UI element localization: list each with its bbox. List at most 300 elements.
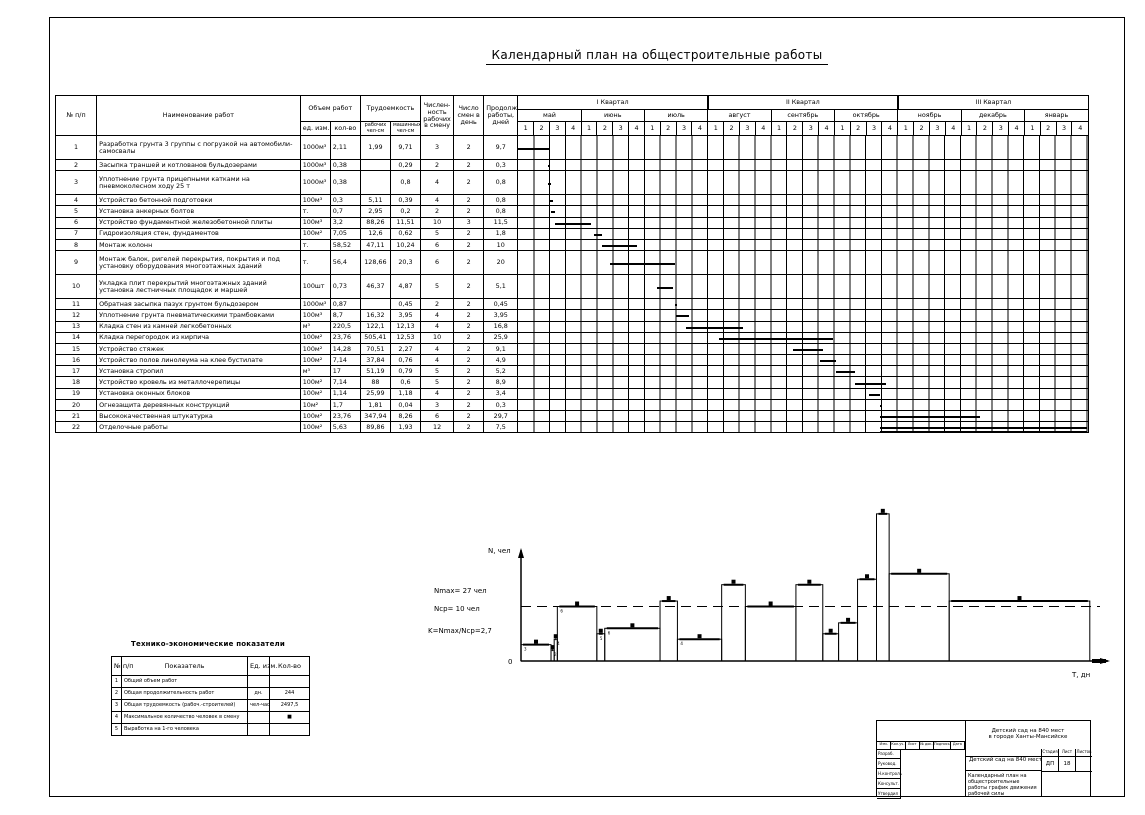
month-header: май: [518, 110, 581, 122]
gantt-bar: [880, 416, 980, 418]
row-shifts: 2: [454, 422, 484, 433]
row-num: 6: [56, 217, 97, 228]
row-unit: 100м²: [300, 343, 330, 354]
week-number: 1: [771, 122, 787, 136]
row-duration: 9,7: [484, 136, 518, 160]
row-crew: 5: [421, 366, 454, 377]
row-unit: 100м²: [300, 388, 330, 399]
tep-cell-n: 4: [112, 712, 122, 724]
title-block-role: Утвердил: [877, 789, 901, 799]
row-qty: 1,7: [330, 399, 360, 410]
title-block-col: Изм.: [877, 741, 891, 749]
tep-cell-unit: дн.: [248, 688, 270, 700]
row-num: 21: [56, 411, 97, 422]
row-crew: 6: [421, 251, 454, 275]
row-workers: 37,84: [360, 355, 390, 366]
week-number: 2: [660, 122, 676, 136]
table-row: [56, 171, 1089, 195]
row-workers: [360, 171, 390, 195]
row-crew: 4: [421, 321, 454, 332]
x-axis-label: T, дн: [1072, 671, 1091, 679]
row-duration: 20: [484, 251, 518, 275]
gantt-cell: [518, 251, 1089, 275]
row-machines: 0,04: [390, 399, 420, 410]
week-number: 3: [613, 122, 629, 136]
table-row: [56, 332, 1089, 343]
table-row: [56, 310, 1089, 321]
gantt-cell: [518, 160, 1089, 171]
week-number: 3: [1056, 122, 1072, 136]
week-number: 4: [819, 122, 835, 136]
title-block-role: Н.контроль: [877, 769, 901, 779]
sheet-value: 18: [1059, 757, 1076, 771]
gantt-bar: [551, 211, 554, 213]
row-name: Монтаж балок, ригелей перекрытия, покрытия и под установку оборудования многоэтажных зданий: [97, 251, 301, 275]
step-label: 6: [560, 608, 563, 614]
week-number: 2: [850, 122, 866, 136]
table-row: [56, 275, 1089, 299]
row-machines: 11,51: [390, 217, 420, 228]
annotation-navg: Nср= 10 чел: [434, 605, 480, 613]
title-block-object: Детский сад на 840 мест: [965, 749, 1042, 771]
row-num: 20: [56, 399, 97, 410]
week-number: 1: [834, 122, 850, 136]
row-name: Укладка плит перекрытий многоэтажных зданий установка лестничных площадок и маршей: [97, 275, 301, 299]
row-duration: 4,9: [484, 355, 518, 366]
row-num: 9: [56, 251, 97, 275]
y-axis-label: N, чел: [488, 547, 511, 555]
annotation-nmax: Nmax= 27 чел: [434, 587, 487, 595]
row-workers: 47,11: [360, 239, 390, 250]
gantt-bar: [855, 383, 887, 385]
title-block-sheet-title: Календарный план на общестроительные работы график движения рабочей силы: [965, 771, 1042, 797]
row-unit: 100шт: [300, 275, 330, 299]
week-number: 3: [549, 122, 565, 136]
header-labor: Трудоемкость: [360, 96, 420, 122]
row-shifts: 2: [454, 332, 484, 343]
row-num: 5: [56, 206, 97, 217]
tep-cell-name: Максимальное количество человек в смену: [122, 712, 248, 724]
gantt-bar: [548, 165, 550, 167]
row-workers: 122,1: [360, 321, 390, 332]
row-name: Кладка перегородок из кирпича: [97, 332, 301, 343]
row-machines: 1,93: [390, 422, 420, 433]
gantt-cell: [518, 332, 1089, 343]
gantt-bar: [686, 327, 743, 329]
gantt-cell: [518, 206, 1089, 217]
row-workers: [360, 299, 390, 310]
week-number: 4: [945, 122, 961, 136]
gantt-cell: [518, 411, 1089, 422]
tep-row: [112, 712, 310, 724]
table-row: [56, 217, 1089, 228]
row-workers: 347,94: [360, 411, 390, 422]
row-machines: 0,8: [390, 171, 420, 195]
title-block-role: Руковод.: [877, 759, 901, 769]
origin-label: 0: [508, 658, 513, 666]
gantt-cell: [518, 366, 1089, 377]
tep-cell-qty: ■: [270, 712, 310, 724]
row-unit: м³: [300, 321, 330, 332]
table-row: [56, 411, 1089, 422]
row-num: 14: [56, 332, 97, 343]
row-workers: 1,81: [360, 399, 390, 410]
gantt-bar: [793, 349, 823, 351]
row-qty: 0,38: [330, 160, 360, 171]
week-number: 3: [740, 122, 756, 136]
row-name: Монтаж колонн: [97, 239, 301, 250]
row-workers: 12,6: [360, 228, 390, 239]
row-name: Устройство полов линолеума на клее бустилате: [97, 355, 301, 366]
header-duration: Продолж. работы, дней: [484, 96, 518, 136]
tep-header-unit: Ед. изм.: [248, 657, 270, 676]
row-shifts: 2: [454, 275, 484, 299]
row-num: 1: [56, 136, 97, 160]
row-workers: 46,37: [360, 275, 390, 299]
row-shifts: 2: [454, 239, 484, 250]
row-num: 4: [56, 195, 97, 206]
row-workers: 25,99: [360, 388, 390, 399]
row-workers: 89,86: [360, 422, 390, 433]
row-workers: 16,32: [360, 310, 390, 321]
row-shifts: 2: [454, 136, 484, 160]
month-header: июль: [644, 110, 707, 122]
gantt-cell: [518, 228, 1089, 239]
row-shifts: 2: [454, 160, 484, 171]
gantt-bar: [657, 287, 673, 289]
week-number: 2: [1040, 122, 1056, 136]
table-row: [56, 377, 1089, 388]
header-qty: кол-во: [330, 122, 360, 136]
row-duration: 5,1: [484, 275, 518, 299]
tep-cell-n: 3: [112, 700, 122, 712]
gantt-cell: [518, 310, 1089, 321]
row-unit: 100м²: [300, 332, 330, 343]
row-num: 12: [56, 310, 97, 321]
tep-cell-name: Общая продолжительность работ: [122, 688, 248, 700]
row-name: Гидроизоляция стен, фундаментов: [97, 228, 301, 239]
row-duration: 29,7: [484, 411, 518, 422]
row-machines: 0,76: [390, 355, 420, 366]
header-shifts: Число смен в день: [454, 96, 484, 136]
row-shifts: 2: [454, 206, 484, 217]
gantt-cell: [518, 343, 1089, 354]
row-name: Обратная засыпка пазух грунтом бульдозером: [97, 299, 301, 310]
row-name: Уплотнение грунта прицепными катками на пневмоколесном ходу 25 т: [97, 171, 301, 195]
step-label: 5: [599, 635, 603, 641]
table-row: [56, 399, 1089, 410]
row-duration: 3,4: [484, 388, 518, 399]
row-name: Устройство кровель из металлочерепицы: [97, 377, 301, 388]
row-qty: 56,4: [330, 251, 360, 275]
tep-cell-qty: 2497,5: [270, 700, 310, 712]
row-shifts: 2: [454, 195, 484, 206]
week-number: 2: [597, 122, 613, 136]
gantt-bar: [518, 148, 550, 150]
row-name: Устройство стяжек: [97, 343, 301, 354]
week-number: 1: [898, 122, 914, 136]
row-duration: 5,2: [484, 366, 518, 377]
gantt-bar: [602, 245, 637, 247]
tep-row: [112, 688, 310, 700]
row-unit: 1000м³: [300, 136, 330, 160]
row-name: Уплотнение грунта пневматическими трамбовками: [97, 310, 301, 321]
week-number: 3: [993, 122, 1009, 136]
row-workers: 128,66: [360, 251, 390, 275]
step-label: 4: [680, 641, 683, 647]
row-workers: 88,26: [360, 217, 390, 228]
title-block-col: № док.: [920, 741, 934, 749]
gantt-cell: [518, 136, 1089, 160]
row-crew: 10: [421, 332, 454, 343]
row-duration: 10: [484, 239, 518, 250]
row-duration: 9,1: [484, 343, 518, 354]
gantt-cell: [518, 299, 1089, 310]
row-shifts: 2: [454, 366, 484, 377]
header-num: № п/п: [56, 96, 97, 136]
table-row: [56, 355, 1089, 366]
title-block: [876, 720, 1091, 797]
month-header: декабрь: [961, 110, 1024, 122]
row-num: 19: [56, 388, 97, 399]
tep-title: Технико-экономические показатели: [131, 640, 285, 648]
row-crew: 5: [421, 275, 454, 299]
table-row: [56, 343, 1089, 354]
week-number: 3: [930, 122, 946, 136]
tep-cell-n: 2: [112, 688, 122, 700]
table-row: [56, 321, 1089, 332]
row-crew: 12: [421, 422, 454, 433]
row-qty: 0,73: [330, 275, 360, 299]
row-crew: 3: [421, 399, 454, 410]
step-label: 6: [607, 630, 611, 636]
week-number: 2: [534, 122, 550, 136]
row-qty: 7,14: [330, 377, 360, 388]
gantt-bar: [719, 338, 833, 340]
tep-row: [112, 700, 310, 712]
table-row: [56, 136, 1089, 160]
row-machines: 3,95: [390, 310, 420, 321]
row-shifts: 2: [454, 355, 484, 366]
row-unit: т.: [300, 239, 330, 250]
gantt-cell: [518, 217, 1089, 228]
gantt-cell: [518, 171, 1089, 195]
gantt-cell: [518, 388, 1089, 399]
row-crew: 2: [421, 299, 454, 310]
week-number: 1: [644, 122, 660, 136]
tep-cell-unit: чел-час: [248, 700, 270, 712]
row-crew: 4: [421, 310, 454, 321]
tep-cell-unit: [248, 676, 270, 688]
row-machines: 0,6: [390, 377, 420, 388]
row-duration: 3,95: [484, 310, 518, 321]
row-shifts: 2: [454, 343, 484, 354]
tep-row: [112, 724, 310, 736]
row-num: 17: [56, 366, 97, 377]
row-duration: 8,9: [484, 377, 518, 388]
step-label: 2: [554, 652, 557, 658]
row-machines: 2,27: [390, 343, 420, 354]
row-shifts: 3: [454, 217, 484, 228]
row-qty: 0,7: [330, 206, 360, 217]
quarter-header: III Квартал: [898, 96, 1089, 110]
row-shifts: 2: [454, 299, 484, 310]
row-crew: 4: [421, 195, 454, 206]
row-crew: 5: [421, 377, 454, 388]
row-qty: 0,3: [330, 195, 360, 206]
row-unit: 100м³: [300, 217, 330, 228]
title-block-cols: [877, 741, 965, 749]
sheet-label: Лист: [1059, 749, 1076, 756]
tep-cell-qty: [270, 676, 310, 688]
row-unit: 100м²: [300, 228, 330, 239]
row-unit: 1000м³: [300, 299, 330, 310]
table-row: [56, 422, 1089, 433]
row-machines: 0,39: [390, 195, 420, 206]
row-duration: 25,9: [484, 332, 518, 343]
tep-cell-qty: [270, 724, 310, 736]
row-num: 10: [56, 275, 97, 299]
stage-value: ДП: [1042, 757, 1059, 771]
row-shifts: 2: [454, 399, 484, 410]
gantt-cell: [518, 239, 1089, 250]
row-qty: 3,2: [330, 217, 360, 228]
row-duration: 0,45: [484, 299, 518, 310]
row-num: 3: [56, 171, 97, 195]
row-workers: 1,99: [360, 136, 390, 160]
row-duration: 0,8: [484, 171, 518, 195]
week-number: 1: [708, 122, 724, 136]
tep-cell-n: 1: [112, 676, 122, 688]
row-num: 7: [56, 228, 97, 239]
row-crew: 6: [421, 411, 454, 422]
title-block-roles: [877, 749, 966, 797]
step-label: 3: [524, 646, 527, 652]
row-crew: 4: [421, 355, 454, 366]
row-unit: 100м²: [300, 422, 330, 433]
week-number: 1: [961, 122, 977, 136]
row-crew: 4: [421, 388, 454, 399]
page-title: Календарный план на общестроительные работы: [486, 48, 828, 65]
tep-header-qty: Кол-во: [270, 657, 310, 676]
row-name: Засыпка траншей и котлованов бульдозерами: [97, 160, 301, 171]
row-qty: 220,5: [330, 321, 360, 332]
week-number: 4: [692, 122, 708, 136]
header-name: Наименование работ: [97, 96, 301, 136]
tep-cell-name: Общий объем работ: [122, 676, 248, 688]
table-row: [56, 366, 1089, 377]
gantt-bar: [555, 223, 591, 225]
row-machines: 20,3: [390, 251, 420, 275]
table-row: [56, 160, 1089, 171]
week-number: 4: [755, 122, 771, 136]
row-crew: 2: [421, 160, 454, 171]
row-name: Устройство бетонной подготовки: [97, 195, 301, 206]
month-header: июнь: [581, 110, 644, 122]
row-qty: 14,28: [330, 343, 360, 354]
week-number: 1: [518, 122, 534, 136]
week-number: 4: [1072, 122, 1089, 136]
gantt-bar: [548, 183, 551, 185]
month-header: январь: [1024, 110, 1088, 122]
gantt-bar: [836, 371, 855, 373]
gantt-bar: [550, 200, 553, 202]
row-qty: 58,52: [330, 239, 360, 250]
row-machines: 12,53: [390, 332, 420, 343]
gantt-bar: [820, 360, 836, 362]
row-name: Отделочные работы: [97, 422, 301, 433]
title-block-role: Консульт.: [877, 779, 901, 789]
tep-cell-n: 5: [112, 724, 122, 736]
tep-header-num: № п/п: [112, 657, 122, 676]
quarter-header: I Квартал: [518, 96, 708, 110]
row-machines: 0,45: [390, 299, 420, 310]
table-row: [56, 239, 1089, 250]
row-duration: 0,3: [484, 399, 518, 410]
row-machines: 1,18: [390, 388, 420, 399]
row-qty: 23,76: [330, 411, 360, 422]
row-workers: 70,51: [360, 343, 390, 354]
row-unit: 100м²: [300, 377, 330, 388]
row-qty: 23,76: [330, 332, 360, 343]
row-name: Высококачественная штукатурка: [97, 411, 301, 422]
row-unit: 1000м³: [300, 171, 330, 195]
row-name: Кладка стен из камней легкобетонных: [97, 321, 301, 332]
gantt-bar: [880, 427, 1087, 429]
week-number: 4: [882, 122, 898, 136]
title-block-stage: [1042, 749, 1092, 772]
header-crew: Числен-ность рабочих в смену: [421, 96, 454, 136]
title-block-col: Лист: [906, 741, 920, 749]
gantt-bar: [594, 234, 602, 236]
gantt-bar: [880, 405, 882, 407]
row-shifts: 2: [454, 251, 484, 275]
gantt-cell: [518, 355, 1089, 366]
row-qty: 7,14: [330, 355, 360, 366]
month-header: октябрь: [834, 110, 897, 122]
project-line-1: Детский сад на 840 мест: [991, 728, 1065, 734]
tep-cell-qty: 244: [270, 688, 310, 700]
annotation-coefficient: K=Nmax/Nср=2,7: [428, 627, 492, 635]
table-row: [56, 251, 1089, 275]
row-name: Установка анкерных болтов: [97, 206, 301, 217]
row-num: 11: [56, 299, 97, 310]
month-header: август: [708, 110, 771, 122]
table-row: [56, 206, 1089, 217]
tep-cell-name: Общая трудоемкость (рабоч.-строителей): [122, 700, 248, 712]
row-workers: 505,41: [360, 332, 390, 343]
gantt-cell: [518, 399, 1089, 410]
row-shifts: 2: [454, 310, 484, 321]
row-duration: 16,8: [484, 321, 518, 332]
gantt-cell: [518, 275, 1089, 299]
row-unit: 100м³: [300, 310, 330, 321]
row-name: Разработка грунта 3 группы с погрузкой на автомобили-самосвалы: [97, 136, 301, 160]
gantt-bar: [869, 394, 880, 396]
gantt-cell: [518, 321, 1089, 332]
quarter-header: II Квартал: [708, 96, 898, 110]
row-shifts: 2: [454, 388, 484, 399]
row-crew: 2: [421, 206, 454, 217]
tep-cell-name: Выработка на 1-го человека: [122, 724, 248, 736]
row-duration: 7,5: [484, 422, 518, 433]
gantt-bar: [675, 304, 677, 306]
row-machines: 0,79: [390, 366, 420, 377]
row-num: 13: [56, 321, 97, 332]
calendar-plan-table: [55, 95, 1089, 433]
row-crew: 10: [421, 217, 454, 228]
row-unit: 100м²: [300, 355, 330, 366]
